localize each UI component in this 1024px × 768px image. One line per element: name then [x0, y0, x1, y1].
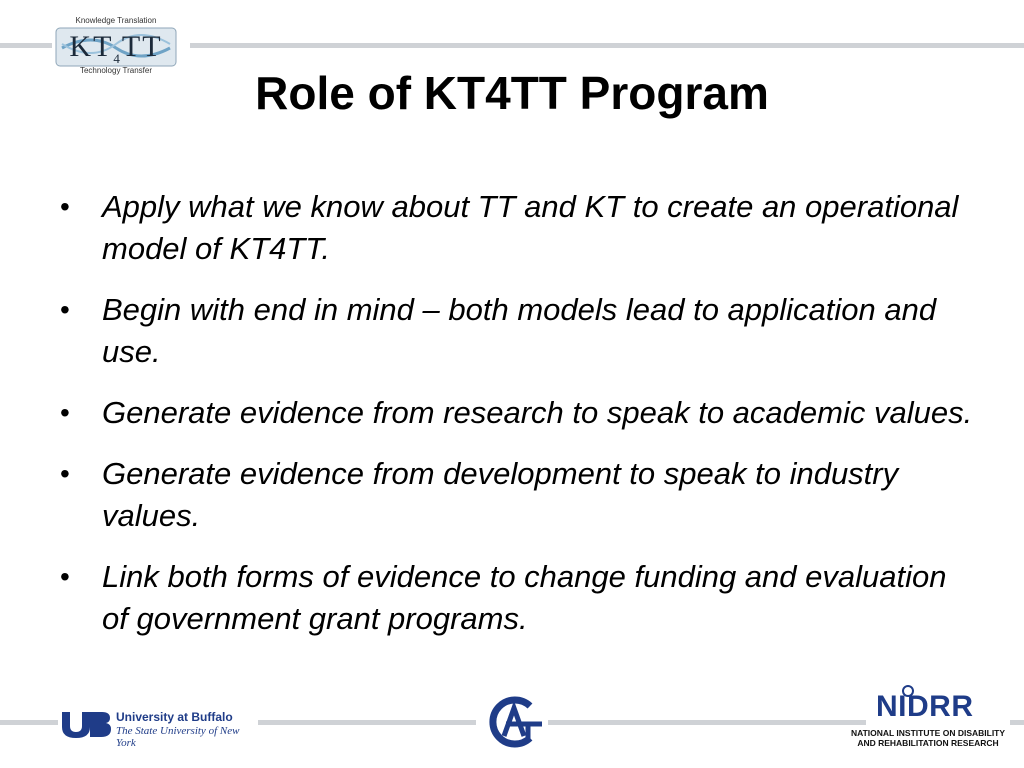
- bullet-item: [56, 186, 976, 270]
- logo-word: $KT_4TT$: [69, 30, 163, 66]
- bullet-icon: •: [60, 294, 70, 325]
- cat-logo-icon: [484, 696, 544, 748]
- bullet-list: [56, 186, 976, 659]
- top-rule-left: [0, 43, 52, 48]
- bottom-rule-3: [548, 720, 866, 725]
- logo-top-text: Knowledge Translation: [75, 16, 157, 25]
- university-at-buffalo-logo: [60, 708, 256, 749]
- bullet-item: [56, 289, 976, 373]
- bullet-text: Generate evidence from research to speak to academic values.: [102, 395, 973, 430]
- bullet-item: [56, 453, 976, 537]
- bullet-text: Apply what we know about TT and KT to create an operational model of KT4TT.: [102, 189, 959, 266]
- ub-name: University at Buffalo: [116, 710, 233, 724]
- bullet-icon: •: [60, 397, 70, 428]
- bullet-text: Link both forms of evidence to change funding and evaluation of government grant programs.: [102, 559, 947, 636]
- ub-subtitle: The State University of New York: [116, 725, 240, 749]
- bullet-text: Generate evidence from development to speak to industry values.: [102, 456, 899, 533]
- bullet-icon: •: [60, 191, 70, 222]
- bottom-rule-2: [258, 720, 476, 725]
- nidrr-subtitle-line2: AND REHABILITATION RESEARCH: [857, 738, 999, 748]
- logo-bottom-text: Technology Transfer: [79, 66, 153, 75]
- bullet-icon: •: [60, 458, 70, 489]
- nidrr-subtitle-line1: NATIONAL INSTITUTE ON DISABILITY: [850, 728, 1006, 738]
- bullet-item: [56, 392, 976, 434]
- ub-mark-icon: [60, 708, 112, 740]
- nidrr-logo: [840, 684, 1016, 750]
- slide-title: Role of KT4TT Program: [255, 67, 769, 119]
- bottom-rule-1: [0, 720, 58, 725]
- bullet-item: [56, 556, 976, 640]
- nidrr-name: NIDRR: [876, 690, 974, 723]
- top-rule-right: [190, 43, 1024, 48]
- bullet-icon: •: [60, 561, 70, 592]
- bullet-text: Begin with end in mind – both models lead to application and use.: [102, 292, 937, 369]
